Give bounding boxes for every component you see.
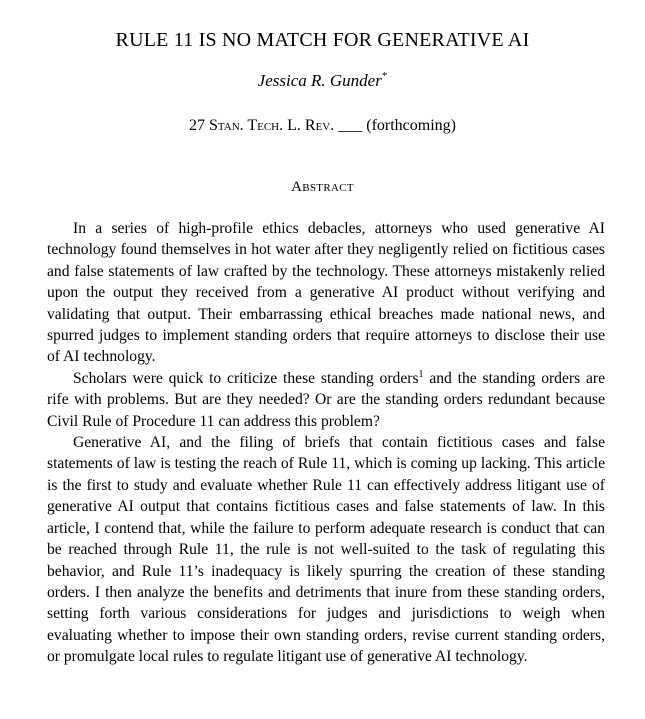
abstract-paragraph-1: In a series of high-profile ethics debacles, attorneys who used generative AI technology found themselves in hot water after they negligently relied on fictitious cases and false statements of law crafted by the technology. These attorneys mistakenly relied upon the output they received from a generative AI product without verifying and validating that output. Their embarrassing ethical breaches made national news, and spurred judges to implement standing orders that require attorneys to disclose their use of AI technology.: [47, 220, 605, 366]
author-line: [0, 70, 645, 92]
author-footnote-mark: *: [381, 70, 388, 82]
author-name: Jessica R. Gunder: [257, 71, 382, 90]
abstract-body: [47, 218, 605, 668]
citation-volume: 27: [189, 117, 206, 134]
footnote-mark-1[interactable]: 1: [418, 368, 424, 380]
abstract-paragraph-2-text-b: and the standing orders are rife with problems. But are they needed? Or are the standing orders redundant because Civil Rule of Procedure 11 can address this problem?: [47, 369, 606, 430]
abstract-paragraph-3: Generative AI, and the filing of briefs that contain fictitious cases and false statements of law is testing the reach of Rule 11, which is coming up lacking. This article is the first to study and evaluate whether Rule 11 can effectively address litigant use of generative AI output that contains fictitious cases and false statements of law. In this article, I contend that, while the failure to perform adequate research is conduct that can be reached through Rule 11, the rule is not well-suited to the task of regulating this behavior, and Rule 11’s inadequacy is likely spurring the creation of these standing orders. I then analyze the benefits and detriments that inure from these standing orders, setting forth various considerations for judges and jurisdictions to weigh when evaluating whether to impose their own standing orders, revise current standing orders, or promulgate local rules to regulate litigant use of generative AI technology.: [47, 434, 605, 666]
abstract-heading: Abstract: [291, 179, 354, 195]
citation-line: [0, 115, 645, 137]
abstract-paragraph-2: [47, 368, 605, 432]
citation-status: (forthcoming): [366, 117, 456, 134]
citation-journal: Stan. Tech. L. Rev.: [209, 117, 335, 134]
paper-title: RULE 11 IS NO MATCH FOR GENERATIVE AI: [115, 29, 530, 51]
citation-page-blank: ___: [338, 117, 363, 134]
abstract-paragraph-2-text-a: Scholars were quick to criticize these standing orders: [73, 369, 419, 387]
